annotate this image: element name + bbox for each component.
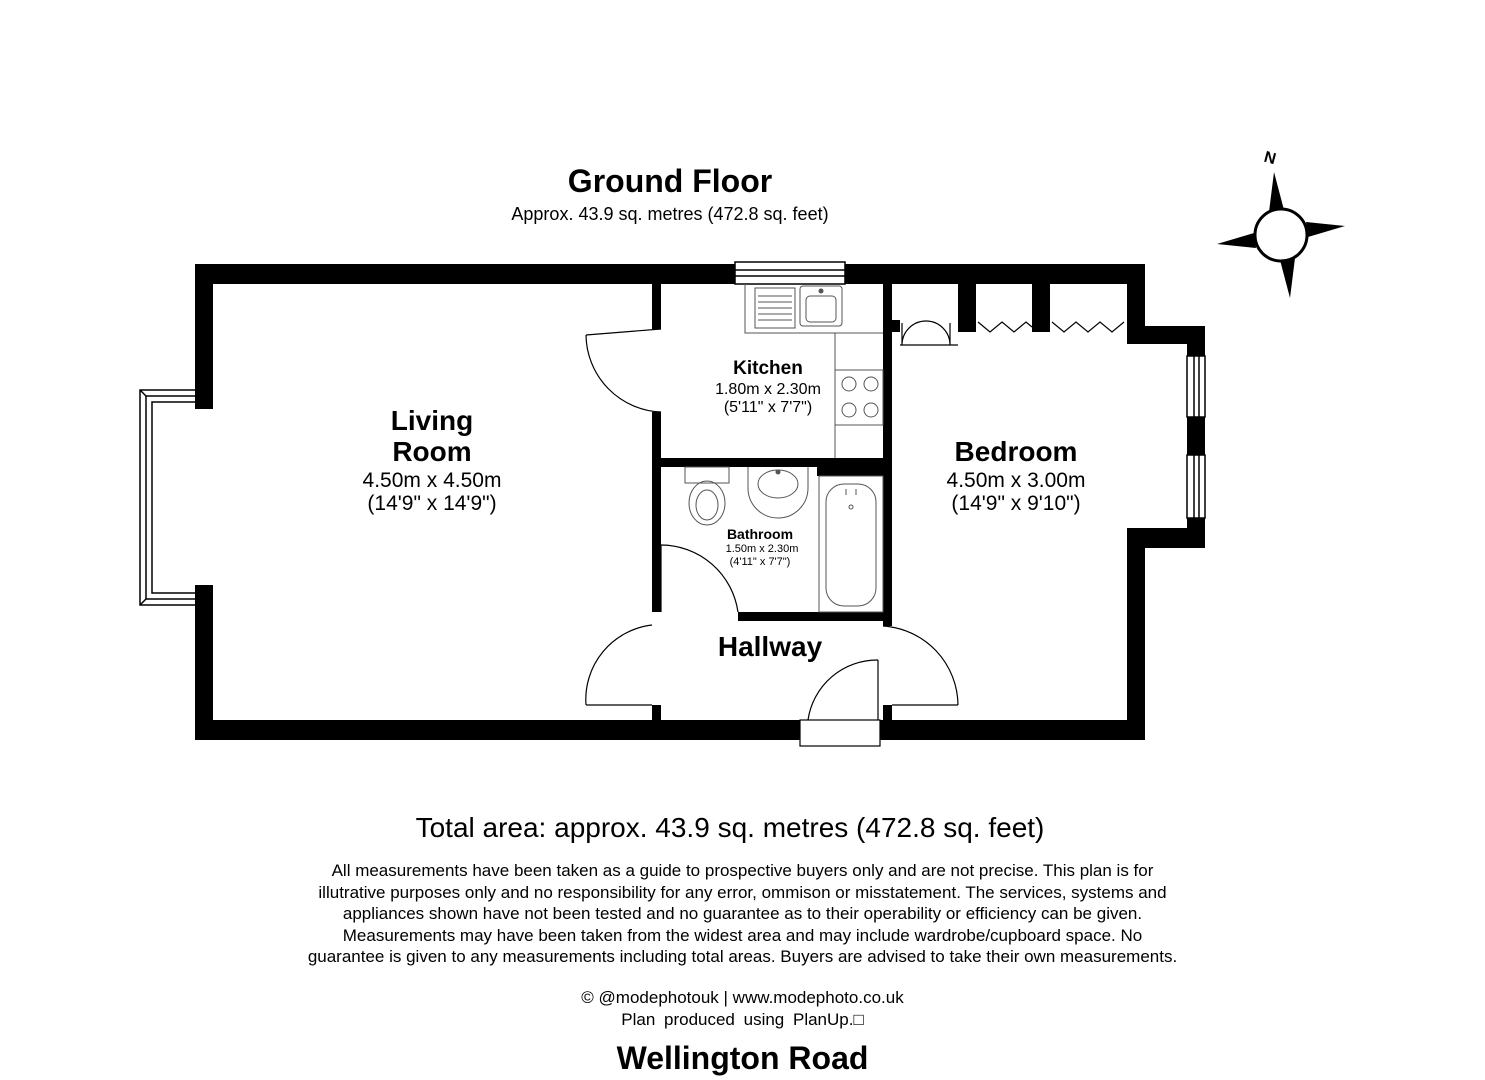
room-name-bathroom: Bathroom bbox=[726, 526, 794, 542]
disclaimer-line: guarantee is given to any measurements including total areas. Buyers are advised to take their own measurements. bbox=[307, 947, 1178, 966]
compass-north-label: N bbox=[1262, 148, 1278, 169]
floor-area: Approx. 43.9 sq. metres (472.8 sq. feet) bbox=[511, 204, 829, 224]
total-area: Total area: approx. 43.9 sq. metres (472.8 sq. feet) bbox=[415, 812, 1045, 843]
compass bbox=[1217, 149, 1345, 298]
room-size-kitchen-imperial: (5'11" x 7'7") bbox=[723, 399, 813, 416]
disclaimer-line: appliances shown have not been tested and no guarantee as to their operability or efficiency can be given. bbox=[342, 904, 1143, 923]
door-bedroom bbox=[883, 626, 958, 705]
front-door bbox=[800, 660, 880, 746]
cupboard-doors bbox=[900, 321, 1124, 345]
floor-title: Ground Floor bbox=[567, 163, 773, 199]
sink-icon bbox=[800, 286, 842, 326]
room-name-living-line1: Living bbox=[390, 405, 474, 436]
window-bedroom-1 bbox=[1187, 356, 1205, 417]
hob-icon bbox=[835, 370, 883, 425]
room-name-kitchen: Kitchen bbox=[733, 358, 803, 379]
room-size-living-imperial: (14'9" x 14'9") bbox=[367, 492, 497, 515]
basin-icon bbox=[748, 467, 808, 518]
north-arrow-icon bbox=[1217, 172, 1345, 298]
room-name-bedroom: Bedroom bbox=[954, 436, 1078, 467]
toilet-icon bbox=[685, 467, 729, 525]
room-name-living-line2: Room bbox=[392, 436, 472, 467]
room-size-bathroom-metric: 1.50m x 2.30m bbox=[725, 543, 799, 555]
room-size-living-metric: 4.50m x 4.50m bbox=[362, 469, 502, 492]
disclaimer-line: Measurements may have been taken from the widest area and may include wardrobe/cupboard space. No bbox=[342, 925, 1143, 945]
bath-icon bbox=[819, 476, 883, 612]
door-living-room bbox=[586, 625, 652, 705]
room-size-bedroom-imperial: (14'9" x 9'10") bbox=[951, 492, 1081, 515]
door-kitchen bbox=[586, 329, 661, 412]
room-size-kitchen-metric: 1.80m x 2.30m bbox=[715, 381, 821, 398]
bay-window-living-room bbox=[140, 390, 195, 605]
window-kitchen bbox=[735, 262, 845, 284]
window-bedroom-2 bbox=[1187, 455, 1205, 518]
room-size-bedroom-metric: 4.50m x 3.00m bbox=[946, 469, 1086, 492]
photographer-credit: © @modephotouk | www.modephoto.co.uk bbox=[581, 988, 904, 1007]
disclaimer-line: All measurements have been taken as a guide to prospective buyers only and are not precise. This plan is for bbox=[331, 861, 1154, 880]
door-bathroom bbox=[661, 545, 738, 612]
room-name-hallway: Hallway bbox=[717, 631, 823, 662]
doors bbox=[586, 321, 1124, 746]
disclaimer-line: illutrative purposes only and no responsibility for any error, ommison or misstatement. The services, systems and bbox=[318, 882, 1167, 902]
planup-credit: Plan produced using PlanUp.□ bbox=[621, 1010, 864, 1029]
disclaimer bbox=[260, 860, 1225, 968]
room-size-bathroom-imperial: (4'11" x 7'7") bbox=[729, 556, 791, 568]
property-name: Wellington Road bbox=[616, 1040, 869, 1076]
